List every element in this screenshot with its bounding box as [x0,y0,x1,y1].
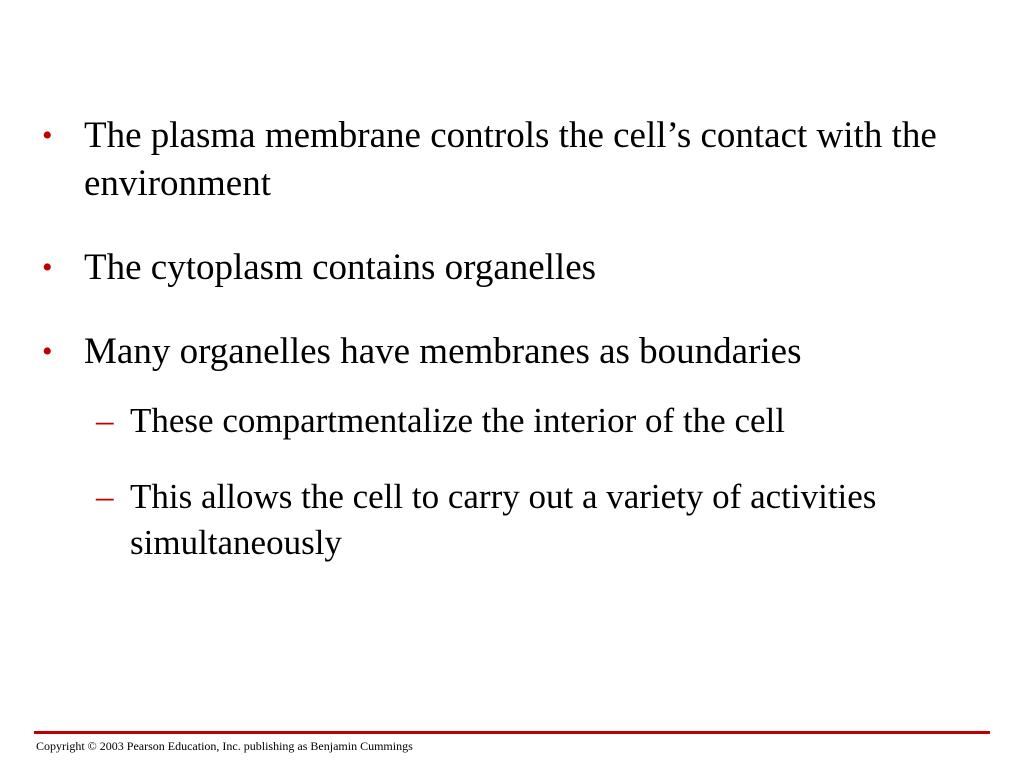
sub-bullet-item [42,474,992,566]
bullet-marker: • [42,251,53,284]
sub-bullet-item [42,398,992,444]
sub-bullet-marker: – [96,477,114,516]
bullet-item [42,244,992,292]
sub-bullet-text: This allows the cell to carry out a variety of activities simultaneously [130,477,877,562]
copyright-footer: Copyright © 2003 Pearson Education, Inc. publishing as Benjamin Cummings [36,739,413,753]
bullet-text: The plasma membrane controls the cell’s contact with the environment [84,115,937,204]
footer-divider [34,731,990,734]
bullet-marker: • [42,335,53,368]
bullet-text: The cytoplasm contains organelles [84,247,597,288]
sub-bullet-text: These compartmentalize the interior of the cell [130,401,785,440]
bullet-item [42,112,992,208]
bullet-list [42,112,992,596]
bullet-text: Many organelles have membranes as boundaries [84,331,802,372]
sub-bullet-marker: – [96,401,114,440]
bullet-item [42,328,992,376]
bullet-marker: • [42,119,53,152]
